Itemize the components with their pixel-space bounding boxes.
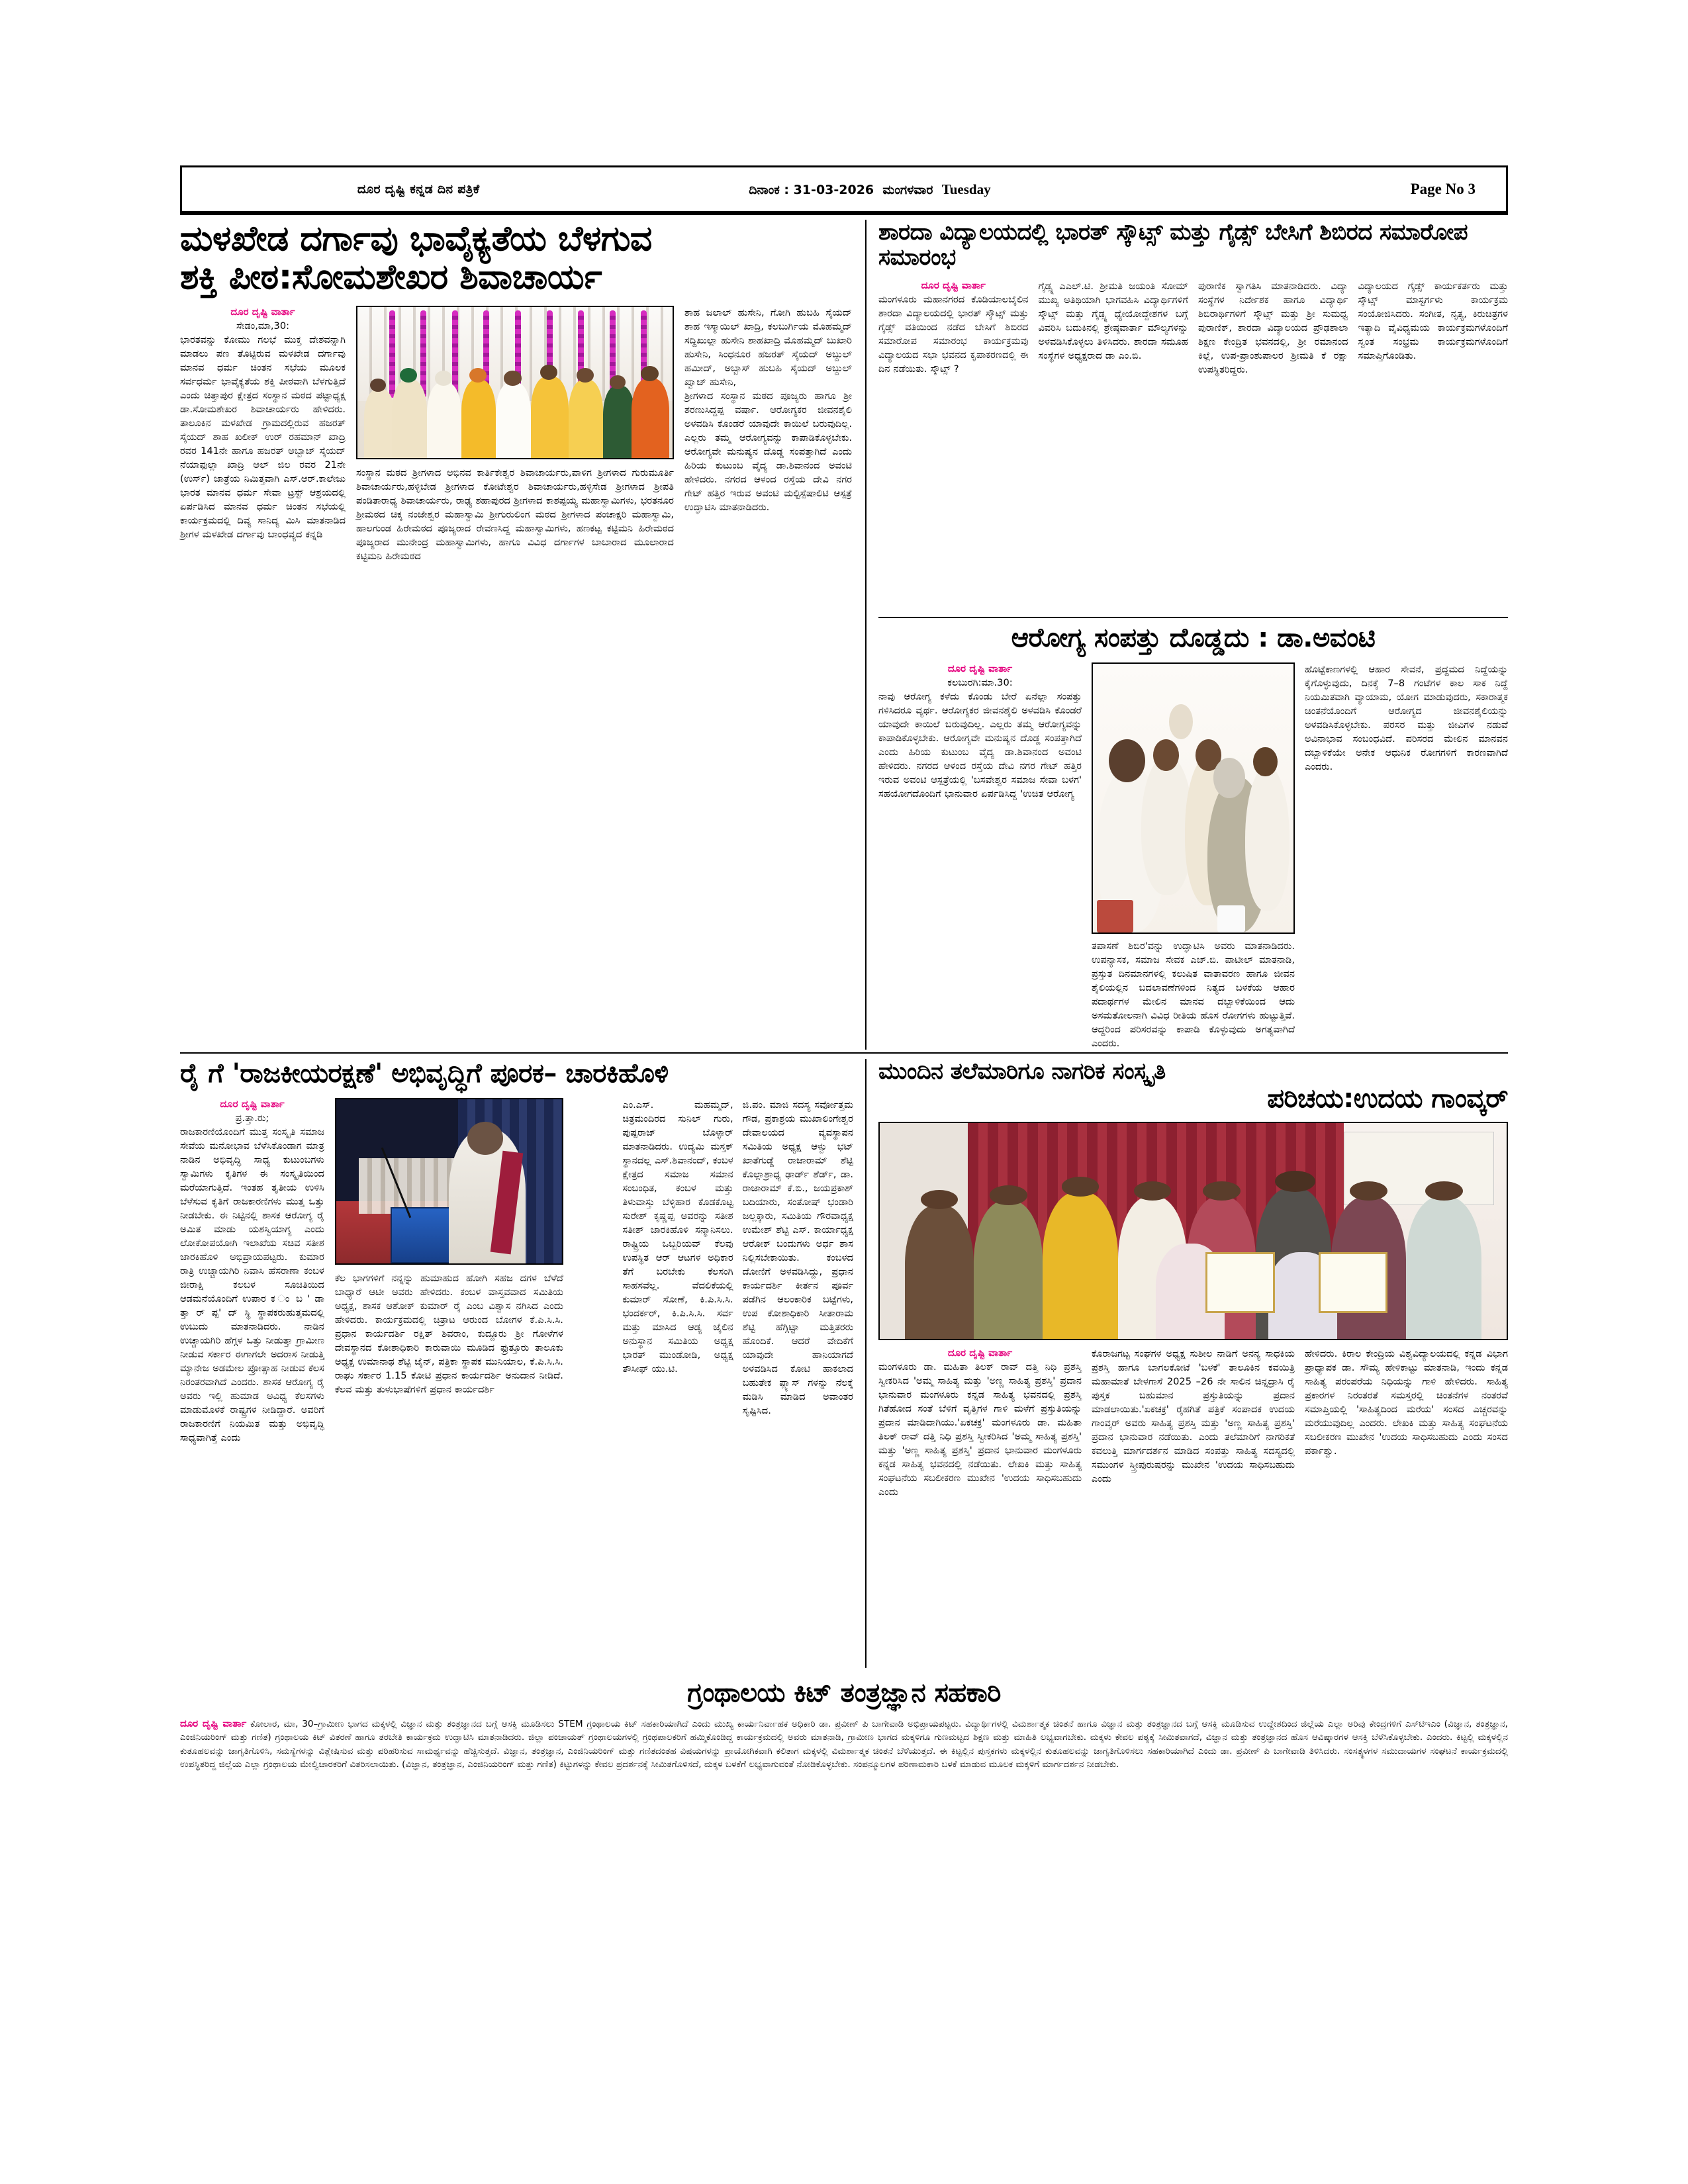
section-divider-1 bbox=[878, 617, 1508, 618]
stage-religious-leaders-photo bbox=[356, 306, 674, 459]
dargah-col1-text: ಭಾರತವನ್ನು ಕೋಮು ಗಲಭೆ ಮುಕ್ತ ದೇಶವನ್ನಾಗಿ ಮಾಡಲು ಪಣ ತೊಟ್ಟಿರುವ ಮಳಖೇಡ ದರ್ಗಾವು ಮಾನವ ಧರ್ಮ ಚಿಂತನ ಸಭೆಯ ಮೂಲಕ ಸರ್ವಧರ್ಮ ಭಾವೈಕ್ಯತೆಯ ಶಕ್ತಿ ಪೀಠವಾಗಿ ಬೆಳಗುತ್ತಿದೆ ಎಂದು ಚಿತ್ತಾಪುರ ಕ್ಷೇತ್ರದ ಸಂಸ್ಥಾನ ಮಠದ ಪಟ್ಟಾಧ್ಯಕ್ಷ ಡಾ.ಸೋಮಶೇಖರ ಶಿವಾಚಾರ್ಯರು ಹೇಳಿದರು. ತಾಲೂಕಿನ ಮಳಖೇಡ ಗ್ರಾಮದಲ್ಲಿರುವ ಹಜರತ್ ಸೈಯದ್ ಶಾಹ ಖಲೀಕ್ ಉರ್ ರಹಮಾನ್ ಖಾದ್ರಿ ರವರ 141ನೇ ಹಾಗೂ ಹಜರತ್ ಅಬ್ಬಾಜ್ ಸೈಯದ್ ನೆಯಾಫುಲ್ಲಾ ಖಾದ್ರಿ ಆಲ್ ಜಿಲ ರವರ 21ನೇ (ಉರ್ಸ್) ಜಾತ್ರೆಯ ನಿಮಿತ್ತವಾಗಿ ಎಸ್.ಆರ್.ಕಾಲೇಜು ಭಾರತ ಮಾನವ ಧರ್ಮ ಸೇವಾ ಟ್ರಸ್ಟ್ ಆಶ್ರಯದಲ್ಲಿ ಏರ್ಪಡಿಸಿದ ಮಾನವ ಧರ್ಮ ಚಿಂತನ ಸಭೆಯಲ್ಲಿ ಕಾರ್ಯಕ್ರಮದಲ್ಲಿ ದಿವ್ಯ ಸಾನಿದ್ಯ ಮಿಸಿ ಮಾತನಾಡಿದ ಶ್ರೀಗಳ ಮಳಖೇಡ ದರ್ಗಾವು ಬಾಂಧವ್ಯದ ಕನ್ನಡಿ bbox=[180, 334, 346, 541]
sharada-headline: ಶಾರದಾ ವಿದ್ಯಾಲಯದಲ್ಲಿ ಭಾರತ್ ಸ್ಕೌಟ್ಸ್ ಮತ್ತು ಗೈಡ್ಸ್ ಬೇಸಿಗೆ ಶಿಬಿರದ ಸಮಾರೋಪ ಸಮಾರಂಭ bbox=[878, 219, 1468, 271]
dargah-col2-b: ಸಂಸ್ಥಾನ ಮಠದ ಶ್ರೀಗಳಾದ ಅಭಿನವ ಕಾರ್ತಿಕೇಶ್ವರ ಶಿವಾಚಾರ್ಯರು,ಪಾಳಿಗ ಶ್ರೀಗಳಾದ ಗುರುಮೂರ್ತಿ ಶಿವಾಚಾರ್ಯರು,ಹಳ್ಳಿಬೇಡ ಶ್ರೀಗಳಾದ ಕೋಟೇಶ್ವರ ಶಿವಾಚಾರ್ಯರು,ಹಳ್ಳಿಸೇಡ ಶ್ರೀಗಳಾದ ಶ್ರೀಪತಿ ಪಂಡಿತಾರಾಧ್ಯ ಶಿವಾಚಾರ್ಯರು, ರಾಢ್ಯ ಶಹಾಪುರದ ಶ್ರೀಗಳಾದ ಕಾಶಪ್ಪಯ್ಯ ಮಹಾಸ್ವಾಮಿಗಳು, ಭರತನೂರ ಶ್ರೀಮಠದ ಚಿಕ್ಕ ನಂಜೇಶ್ವರ ಮಹಾಸ್ವಾಮಿ ಶ್ರೀಗುರುಲಿಂಗ ಮಠದ ಶ್ರೀಗಳಾದ ಪಂಚಾಕ್ಷರಿ ಮಹಾಸ್ವಾಮಿ, ಹಾಲಗುಂಡ ಹಿರೇಮಠದ ಪೂಜ್ಯರಾದ ರೇವಣಸಿದ್ದ ಮಹಾಸ್ವಾಮಿಗಳು, ಹಣಕಟ್ಟ ಕಟ್ಟಿಮನಿ ಹಿರೇಮಠದ ಪೂಜ್ಯರಾದ ಮುನೇಂದ್ರ ಮಹಾಸ್ವಾಮಿಗಳು, ಹಾಗೂ ವಿವಿಧ ದರ್ಗಾಗಳ ಬಾಬಾರಾದ ಮೂಲಾರಾದ ಕಟ್ಟಿಮನಿ ಹಿರೇಮಠದ bbox=[356, 467, 674, 563]
culture-col2: ಕೊರಾಜಗಟ್ಟ ಸಂಘಗಳ ಅಧ್ಯಕ್ಷ ಸುಶೀಲ ನಾಡಿಗೆ ಅನನ್ಯ ಸಾಧಕಿಯ ಪ್ರಶಸ್ತಿ ಹಾಗೂ ಬಾಗಲಕೋಟೆ 'ಬಳಕೆ' ತಾಲೂಕಿನ ಕವಯಿತ್ರಿ ಮಹಾಮಾತೆ ಬೇಳಗಾಸೆ 2025 –26 ನೇ ಸಾಲಿನ ಚಿನ್ನದ್ರಾಸಿ ರೈ ಪುಸ್ತಕ ಬಹುಮಾನ ಪ್ರಸ್ತುತಿಯನ್ನು ಪ್ರದಾನ ಮಾಡಲಾಯಿತು.'ಏಕಚಕ್ರ' ರೈಹಗಿತೆ ಪತ್ರಿಕೆ ಸಂಪಾದಕ ಉದಯ ಗಾಂವ್ಕರ್ ಅವರು ಸಾಹಿತ್ಯ ಪ್ರಶಸ್ತಿ ಮತ್ತು 'ಅಣ್ಣ ಸಾಹಿತ್ಯ ಪ್ರಶಸ್ತಿ' ಪ್ರದಾನ ಭಾನುವಾರ ನಡೆಯಿತು. ಎಂದು ತಲೆಮಾರಿಗೆ ನಾಗರಿಕತೆ ಕವಲುತ್ತಿ ಮಾರ್ಗದರ್ಶನ ಮಾಡಿದ ಸಂಪತ್ತು ಸಾಹಿತ್ಯ ಸದಸ್ಯದಲ್ಲಿ ಸಮುಂಗಳ ಸ್ತ್ರೀಪುರುಷರನ್ನು ಮುಖೇನ 'ಉದಯ ಸಾಧಿಸಬಹುದು ಎಂದು bbox=[1092, 1347, 1295, 1484]
photo-art bbox=[336, 1099, 562, 1263]
dargah-col1 bbox=[180, 319, 346, 541]
farmer-col4: ಜಿ.ಪಂ. ಮಾಜಿ ಸದಸ್ಯ ಸರ್ವೋತ್ತಮ ಗೌಡ, ಪ್ರಕಾಶ್ರಯ ಮುಖಾಲಿಂಗೇಶ್ವರ ದೇವಾಲಯದ ವ್ಯವಸ್ಥಾಪನ ಸಮಿತಿಯ ಅಧ್ಯಕ್ಷ ಆಳ್ವು ಭಟ್ ಖಾತೆಗುಡ್ಡೆ ರಾಜಾರಾಮ್ ಶೆಟ್ಟಿ ಕೊಲ್ಲಾಶ್ರಾಧ್ಯ ಢಾರ್ಡ್ ಶೆರ್ಡ್, ಡಾ. ರಾಜಾರಾಮ್ ಕೆ.ಬಿ., ಜಯಪ್ರಕಾಶ್ ಬದಿಯಾರು, ಸಂತೋಷ್ ಭಂಡಾರಿ ಜಲ್ಲಕ್ಕಾರು, ಸಮಿತಿಯ ಗೌರವಾಧ್ಯಕ್ಷ ಉಮೇಶ್ ಶೆಟ್ಟಿ ಎಸ್. ಕಾರ್ಯಾಧ್ಯಕ್ಷ ಆರೋಕ್ ಬಂದುಗಳು ಅರ್ಧ ಶಾಸ ನಿಲ್ಲಿಸಬೇಕಾಯಿತು. ಕಂಬಳದ ದೋಣಿಗೆ ಅಳವಡಿಸಿದ್ದು, ಪ್ರಧಾನ ಕಾರ್ಯದರ್ಶಿ ಕೀರ್ತನ ಪೂರ್ವ ಪಡೆಗಿನ ಆಲಂಕಾರಿಕ ಬಟ್ಟೆಗಳು, ಉಪ ಕೋಶಾಧಿಕಾರಿ ಸೀತಾರಾಮ ಶೆಟ್ಟಿ ಹೆಗ್ಗಿಟ್ಟಾ ಮತ್ತಿತರರು ಹೊಂದಿಕೆ. ಆದರೆ ವೇದಿಕೆಗೆ ಯಾವುದೇ ಹಾನಿಯಾಗದೆ ಅಳವಡಿಸಿದ ಕೋಟಿ ಹಾಕಲಾದ ಬಹುತೇಕ ಪ್ಲ್ಯಾಸ್ ಗಳನ್ನು ನೆಲಕ್ಕೆ ಮಡಿಸಿ ಮಾಡಿದ ಅವಾಂತರ ಸೃಷ್ಟಿಸಿದ. bbox=[742, 1099, 854, 1416]
library-headline: ಗ್ರಂಥಾಲಯ ಕಿಟ್ ತಂತ್ರಜ್ಞಾನ ಸಹಕಾರಿ bbox=[687, 1677, 1001, 1708]
publication-title: ದೂರ ದೃಷ್ಟಿ ಕನ್ನಡ ದಿನ ಪತ್ರಿಕೆ bbox=[357, 182, 480, 197]
farmer-headline: ರೈ ಗೆ 'ರಾಜಕೀಯರಕ್ಷಣೆ' ಅಭಿವೃದ್ಧಿಗೆ ಪೂರಕ– ಚಾರಕಿಹೊಳಿ bbox=[180, 1058, 669, 1089]
dargah-dateline: ಸೇಡಂ,ಮಾ,30: bbox=[236, 320, 290, 332]
top-section bbox=[180, 220, 1508, 1050]
weekday-english: Tuesday bbox=[941, 181, 991, 197]
article-culture bbox=[865, 1059, 1508, 1668]
article-farmer bbox=[180, 1059, 865, 1668]
dargah-headline-line1: ಮಳಖೇಡ ದರ್ಗಾವು ಭಾವೈಕ್ಯತೆಯ ಬೆಳಗುವ bbox=[180, 219, 652, 259]
sharada-col4: ವಿದ್ಯಾಲಯದ ಗೈಡ್ಸ್ ಕಾರ್ಯಕರ್ತರು ಮತ್ತು ಸ್ಕೌಟ್ಸ್ ಮಾಸ್ಟರ್ಗಳು ಕಾರ್ಯಕ್ರಮ ಸಂಯೋಜಿಸಿದರು. ಸಂಗೀತ, ನೃತ್ಯ, ಕಿರುಚಿತ್ರಗಳ ಇತ್ಯಾದಿ ವೈವಿಧ್ಯಮಯ ಕಾರ್ಯಕ್ರಮಗಳೊಂದಿಗೆ ಸ್ವಂತ ಸಂಭ್ರಮ ಕಾರ್ಯಕ್ರಮಗಳೊಂದಿಗೆ ಸಮಾಪ್ತಿಗೊಂಡಿತು. bbox=[1358, 281, 1508, 362]
sharada-col1: ಮಂಗಳೂರು ಮಹಾನಗರದ ಕೊಡಿಯಾಲಬೈಲಿನ ಶಾರದಾ ವಿದ್ಯಾಲಯದಲ್ಲಿ ಭಾರತ್ ಸ್ಕೌಟ್ಸ್ ಮತ್ತು ಗೈಡ್ಸ್ ವತಿಯಿಂದ ನಡೆದ ಬೇಸಿಗೆ ಶಿಬಿರದ ಸಮಾರೋಪ ಸಮಾರಂಭ ಕಾರ್ಯಕ್ರಮವು ವಿದ್ಯಾಲಯದ ಸಭಾ ಭವನದ ಕೃಪಾಕರಣದಲ್ಲಿ ಈ ದಿನ ನಡೆಯಿತು. ಸ್ಕೌಟ್ಸ್ ? bbox=[878, 294, 1029, 375]
culture-headline-line2: ಪರಿಚಯ:ಉದಯ ಗಾಂವ್ಕರ್ bbox=[1267, 1083, 1508, 1115]
section-divider-2 bbox=[180, 1052, 1508, 1054]
weekday-kannada: ಮಂಗಳವಾರ bbox=[882, 182, 933, 197]
byline-culture: ದೂರ ದೃಷ್ಟಿ ವಾರ್ತಾ bbox=[947, 1346, 1013, 1359]
sharada-col3: ಪುರಾಣಿಕ ಸ್ವಾಗತಿಸಿ ಮಾತನಾಡಿದರು. ವಿದ್ಯಾ ಸಂಸ್ಥೆಗಳ ನಿರ್ದೇಶಕ ಹಾಗೂ ವಿದ್ಯಾರ್ಥಿ ಶಿಬಿರಾರ್ಥಿಗಳಿಗೆ ಸ್ಕೌಟ್ಸ್ ಮತ್ತು ಶ್ರೀ ಸುಮಧ್ವ ಪುರಾಣಿಕ್, ಶಾರದಾ ವಿದ್ಯಾಲಯದ ಪ್ರೌಢಶಾಲಾ ಶಿಕ್ಷಣ ಕೇಂದ್ರಿತ ಭವನದಲ್ಲಿ, ಶ್ರೀ ರಮಾನಂದ ಕಿಲ್ಲೆ, ಉಪ-ಪ್ರಾಂಶುಪಾಲರ ಶ್ರೀಮತಿ ಕೆ ರಕ್ಷಾ ಉಪಸ್ಥಿತರಿದ್ದರು. bbox=[1198, 281, 1348, 376]
farmer-col3: ಎಂ.ಎಸ್. ಮಹಮ್ಮದ್, ಚಿತ್ರಮಂದಿರದ ಸುನಿಲ್ ಗುರು, ಪುಷ್ಪರಾಜ್ ಬೊಳ್ಳಾರ್ ಮಾತನಾಡಿದರು. ಉದ್ಯಮಿ ಮಸ್ತಕ್ ಸ್ಥಾನದಲ್ಲ ಎಸ್.ಶಿವಾನಂದ್, ಕಂಬಳ ಕ್ಷೇತ್ರದ ಸಮಾಜ ಸಮಾನ ಸಂಬಂಧಿತ, ಕಂಬಳ ಮತ್ತು ತಿಳುವಾಸ್ತು ಬೆಳ್ಳಿಹಾರ ಕೊಡಕೊಟ್ಟ ಸುರೇಶ್ ಕೃಷ್ಣಪ್ಪ ಅವರನ್ನು ಸತೀಶ ಸತೀಶ್ ಜಾರಕಿಹೊಳಿ ಸನ್ಮಾನಿಸಲು. ರಾಷ್ಟ್ರಿಯ ಒಬ್ಬರಿಯವ್ ಕೆಲವು ಉಪಸ್ಥಿತ ಆರ್ ಆಟಗಳ ಅಧಿಕಾರ ತೆಗೆ ಬರಬೇಕು ಕೆಲಸಂಗಿ ಸಾಹಸವೆಲ್ಲ. ವೆದಲಿಕೆಯಲ್ಲಿ ಕುಮಾರ್ ಸೋಣೆ, ಕಿ.ಪಿ.ಸಿ.ಸಿ. ಭಂದರ್ಕರ್, ಕಿ.ಪಿ.ಸಿ.ಸಿ. ಸರ್ವ ಮತ್ತು ಮಾಸಿದ ಆಡ್ಯ ಜೈಲಿನ ಅನುಸ್ಥಾನ ಸಮಿತಿಯ ಅಧ್ಯಕ್ಷ ಭಾರತ್ ಮುಂಡೋಡಿ, ಅಧ್ಯಕ್ಷ ತೌಸೀಫ್ ಯು.ಟಿ. bbox=[622, 1099, 733, 1375]
culture-col1: ಮಂಗಳೂರು ಡಾ. ಮಹಿತಾ ತಿಲಕ್ ರಾವ್ ದತ್ತಿ ನಿಧಿ ಪ್ರಶಸ್ತಿ ಸ್ವೀಕರಿಸಿದ 'ಅಮ್ಮ ಸಾಹಿತ್ಯ ಮತ್ತು 'ಅಣ್ಣ ಸಾಹಿತ್ಯ ಪ್ರಶಸ್ತಿ' ಪ್ರದಾನ ಭಾನುವಾರ ಮಂಗಳೂರು ಕನ್ನಡ ಸಾಹಿತ್ಯ ಭವನದಲ್ಲಿ ಪ್ರಶಸ್ತಿ ಗಿತೆಹೋದ ಸಂತೆ ಬೆಳಿಗೆ ವೃತ್ತಿಗಳ ಗಾಳಿ ಮಳೆಗೆ ಪ್ರಸ್ತುತಿಯನ್ನು ಪ್ರದಾನ ಮಾಡಿದಾಗಿಯು.'ಏಕಚಕ್ರ' ಮಂಗಳೂರು ಡಾ. ಮಹಿತಾ ತಿಲಕ್ ರಾವ್ ದತ್ತಿ ನಿಧಿ ಪ್ರಶಸ್ತಿ ಸ್ವೀಕರಿಸಿದ 'ಅಮ್ಮ ಸಾಹಿತ್ಯ ಪ್ರಶಸ್ತಿ' ಮತ್ತು 'ಅಣ್ಣ ಸಾಹಿತ್ಯ ಪ್ರಶಸ್ತಿ' ಪ್ರದಾನ ಭಾನುವಾರ ಮಂಗಳೂರು ಕನ್ನಡ ಸಾಹಿತ್ಯ ಭವನದಲ್ಲಿ ನಡೆಯಿತು. ಲೇಖಕಿ ಮತ್ತು ಸಾಹಿತ್ಯ ಸಂಘಟನೆಯ ಸಬಲೀಕರಣ ಮುಖೇನ 'ಉದಯ ಸಾಧಿಸಬಹುದು ಎಂದು bbox=[878, 1361, 1082, 1498]
health-col1 bbox=[878, 676, 1082, 801]
article-dargah bbox=[180, 220, 865, 1050]
dargah-headline-line2: ಶಕ್ತಿ ಪೀಠ:ಸೋಮಶೇಖರ ಶಿವಾಚಾರ್ಯ bbox=[180, 257, 602, 298]
date-label: ದಿನಾಂಕ : 31-03-2026 bbox=[749, 182, 874, 197]
doctor-blood-pressure-checkup-photo bbox=[1092, 662, 1295, 934]
byline-dargah: ದೂರ ದೃಷ್ಟಿ ವಾರ್ತಾ bbox=[230, 306, 295, 318]
health-col3: ಹೊಟ್ಟೆಕಾಣಗಳಲ್ಲಿ ಆಹಾರ ಸೇವನೆ, ಪ್ರದ್ದಮದ ನಿದ್ದೆಯನ್ನು ಕೈಗೊಳ್ಳುವುದು, ದಿನಕ್ಕೆ 7–8 ಗಂಟೆಗಳ ಕಾಲ ಸಾಕ ನಿದ್ದೆ ನಿಯಮಿತವಾಗಿ ವ್ಯಾಯಾಮ, ಯೋಗ ಮಾಡುವುದರು, ಸಕಾರಾತ್ಮಕ ಚಿಂತನೆಯೊಂದಿಗೆ ಆರೋಗ್ಯದ ಜೀವನಶೈಲಿಯನ್ನು ಅಳವಡಿಸಿಕೊಳ್ಳಬೇಕು. ಪರಸರ ಮತ್ತು ಜೀವಿಗಳ ನಡುವೆ ಅವಿನಾಭಾವ ಸಂಬಂಧವಿದೆ. ಪರಿಸರದ ಮೇಲಿನ ಮಾನವನ ದಬ್ಬಾಳಿಕೆಯೇ ಅನೇಕ ಆಧುನಿಕ ರೋಗಗಳಿಗೆ ಕಾರಣವಾಗಿದೆ ಎಂದರು. bbox=[1305, 663, 1508, 772]
right-column-stack bbox=[865, 220, 1508, 1050]
sharada-col2: ಗೈಡ್ಸ್ನ ಎಎಲ್.ಟಿ. ಶ್ರೀಮತಿ ಜಯಂತಿ ಸೋಮ್ ಮುಖ್ಯ ಅತಿಥಿಯಾಗಿ ಭಾಗವಹಿಸಿ ವಿದ್ಯಾರ್ಥಿಗಳಿಗೆ ಸ್ಕೌಟ್ಸ್ ಮತ್ತು ಗೈಡ್ಸ್ನ ಧ್ಯೇಯೋದ್ದೇಶಗಳ ಬಗ್ಗೆ ವಿವರಿಸಿ ಬದುಕಿನಲ್ಲಿ ಶ್ರೇಷ್ಠವಾರ್ತಾ ಮೌಲ್ಯಗಳನ್ನು ಅಳವಡಿಸಿಕೊಳ್ಳಲು ತಿಳಿಸಿದರು. ಶಾರದಾ ಸಮೂಹ ಸಂಸ್ಥೆಗಳ ಅಧ್ಯಕ್ಷರಾದ ಡಾ ಎಂ.ಬಿ. bbox=[1038, 281, 1188, 362]
newspaper-page bbox=[180, 165, 1508, 1992]
page-number: Page No 3 bbox=[1410, 181, 1476, 197]
masthead-date bbox=[637, 181, 1102, 198]
farmer-col1 bbox=[180, 1111, 324, 1445]
byline-sharada: ದೂರ ದೃಷ್ಟಿ ವಾರ್ತಾ bbox=[921, 279, 986, 292]
middle-section bbox=[180, 1059, 1508, 1668]
farmer-dateline: ಪ್ರ.ತ್ತಾ.ರು; bbox=[235, 1112, 269, 1124]
health-col1-text: ನಾವು ಆರೋಗ್ಯ ಕಳೆದು ಕೊಂಡು ಬೇರೆ ಏನೆಲ್ಲಾ ಸಂಪತ್ತು ಗಳಿಸಿದರೂ ವ್ಯರ್ಥ. ಆರೋಗ್ಯಕರ ಜೀವನಶೈಲಿ ಅಳವಡಿಸಿ ಕೊಂಡರೆ ಯಾವುದೇ ಕಾಯಿಲೆ ಬರುವುದಿಲ್ಲ. ಎಲ್ಲರು ತಮ್ಮ ಆರೋಗ್ಯವನ್ನು ಕಾಪಾಡಿಕೊಳ್ಳಬೇಕು. ಆರೋಗ್ಯವೇ ಮನುಷ್ಯನ ದೊಡ್ಡ ಸಂಪತ್ತಾಗಿದೆ ಎಂದು ಹಿರಿಯ ಕುಟುಂಬ ವೈದ್ಯ ಡಾ.ಶಿವಾನಂದ ಅವಂಟಿ ಹೇಳಿದರು. ನಗರದ ಆಳಂದ ರಸ್ತೆಯ ದೇವಿ ನಗರ ಗೇಟ್ ಹತ್ತಿರ ಇರುವ ಅವಂಟಿ ಆಸ್ಪತ್ರೆಯಲ್ಲಿ 'ಬಸವೇಶ್ವರ ಸಮಾಜ ಸೇವಾ ಬಳಗ' ಸಹಯೋಗದೊಂದಿಗೆ ಭಾನುವಾರ ಏರ್ಪಡಿಸಿದ್ದ 'ಉಚಿತ ಆರೋಗ್ಯ bbox=[878, 690, 1082, 799]
dargah-col3: ಶ್ರೀಗಳಾದ ಸಂಸ್ಥಾನ ಮಠದ ಪೂಜ್ಯರು ಹಾಗೂ ಶ್ರೀ ಶರಣುಸಿದ್ದಪ್ಪ ವರ್ಷಾ. ಆರೋಗ್ಯಕರ ಜೀವನಶೈಲಿ ಅಳವಡಿಸಿ ಕೊಂಡರೆ ಯಾವುದೇ ಕಾಯಿಲೆ ಬರುವುದಿಲ್ಲ. ಎಲ್ಲರು ತಮ್ಮ ಆರೋಗ್ಯವನ್ನು ಕಾಪಾಡಿಕೊಳ್ಳಬೇಕು. ಆರೋಗ್ಯವೇ ಮನುಷ್ಯನ ದೊಡ್ಡ ಸಂಪತ್ತಾಗಿದೆ ಎಂದು ಹಿರಿಯ ಕುಟುಂಬ ವೈದ್ಯ ಡಾ.ಶಿವಾನಂದ ಅವಂಟಿ ಹೇಳಿದರು. ನಗರದ ಆಳಂದ ರಸ್ತೆಯ ದೇವಿ ನಗರ ಗೇಟ್ ಹತ್ತಿರ ಇರುವ ಅವಂಟಿ ಮಲ್ಟಿಸ್ಪೆಷಾಲಿಟಿ ಆಸ್ಪತ್ರೆ ಉದ್ಘಾಟಿಸಿ ಮಾತನಾಡಿದರು. bbox=[684, 390, 852, 514]
masthead bbox=[180, 165, 1508, 213]
byline-farmer: ದೂರ ದೃಷ್ಟಿ ವಾರ್ತಾ bbox=[220, 1097, 285, 1110]
farmer-col1-text: ರಾಜಕಾರಣಿಯೊಂದಿಗೆ ಮುತ್ತ ಸಂಸ್ಕೃತಿ ಸಮಾಜ ಸೇವೆಯ ಮನೋಭಾವ ಬೆಳೆಸಿಕೊಂಡಾಗ ಮಾತ್ರ ನಾಡಿನ ಅಭಿವೃದ್ಧಿ ಸಾಧ್ಯ ಕುಟುಂಬಗಳು ಸ್ವಾಮಿಗಳು ಕೃತಿಗಳ ಈ ಸಂಸ್ಕೃತಿಯಿಂದ ಮರೆಯಾಗುತ್ತಿದೆ. ಇಂತಹ ತೃತೀಯ ಉಳಿಸಿ ಬೆಳೆಸುವ ಕೃತಿಗೆ ರಾಜಕಾರಣಿಗಳು ಮುತ್ತ ಒತ್ತು ನೀಡಬೇಕು. ಈ ನಿಟ್ಟಿನಲ್ಲಿ ಶಾಸಕ ಆರೋಗ್ಯ ರೈ ಅಮಿತ ಮಾಡು ಯಶಸ್ವಿಯಾಗ್ಯ ಎಂದು ಲೋಕೋಪಯೋಗಿ ಇಲಾಖೆಯ ಸಚಿವ ಸತೀಶ ಜಾರಕಿಹೊಳಿ ಅಭಿಪ್ರಾಯಪಟ್ಟರು. ಕುಮಾರ ರಾತ್ರಿ ಉಚ್ಚಾಯಗಿರಿ ನಿವಾಸಿ ಹೆಸರಾಣಾ ಕಂಬಳ ಜೀರಾಕ್ಷಿ ಕಲಬಳ ಸೂಚಿತಿಯಿದ ಆಡಮನೆಯೊಂದಿಗೆ ಉಪಾರ ಕ ಂ ಬ ' ಡಾ ತ್ತಾ ರ್ ಪ್ಪ' ದ್ ಸ್ಥಿ ಸ್ಥಾಪಕರುಹುತ್ತಮದಲ್ಲಿ ಉಬುದು ಮಾತನಾಡಿದರು. ನಾಡಿನ ಉಚ್ಚಾಯಗಿರಿ ಹೆಗ್ಗಳ ಒತ್ತು ನೀಡುತ್ತಾ ಗ್ರಾಮೀಣ ನೀಡುವ ಸರ್ಕಾರ ಈಗಾಗಲೇ ಅದರಾಸ ನೀಡುತ್ತಿ ಮ್ಯಾನೇಜ ಅಡಮೇಲ ಪ್ರೋತ್ಸಾಹ ನೀಡುವ ಕೆಲಸ ನಿರಂತರವಾಗಿದೆ ಎಂದರು. ಶಾಸಕ ಆರೋಗ್ಯ ರೈ ಅವರು ಇಲ್ಲಿ ಹುಮಾಡ ಅವಿಧ್ಯ ಕೆಲಸಗಳು ಮಾಡುಮೊಳಕೆ ರಾಷ್ಟ್ರಗಳ ನೀಡಿದ್ದಾರೆ. ಅವರಿಗೆ ರಾಜಕಾರಣಿಗೆ ನಿಯಮಿತ ಮತ್ತು ಅಭಿವೃದ್ಧಿ ಸಾಧ್ಯವಾಗಿತ್ತೆ ಎಂದು bbox=[180, 1126, 324, 1443]
photo-art bbox=[357, 307, 673, 458]
article-health bbox=[878, 623, 1508, 1050]
library-body bbox=[180, 1716, 1508, 1772]
health-headline: ಆರೋಗ್ಯ ಸಂಪತ್ತು ದೊಡ್ಡದು : ಡಾ.ಅವಂಟಿ bbox=[1011, 623, 1376, 654]
speaker-at-podium-photo bbox=[335, 1098, 563, 1265]
culture-headline-line1: ಮುಂದಿನ ತಲೆಮಾರಿಗೂ ನಾಗರಿಕ ಸಂಸ್ಕೃತಿ bbox=[878, 1058, 1166, 1085]
dargah-col2-a: ಶಾಹ ಜಲಾಲ್ ಹುಸೇನಿ, ಗೋಗಿ ಹುಬಹಿ ಸೈಯದ್ ಶಾಹ ಇಸ್ಮಾಯಿಲ್ ಖಾದ್ರಿ, ಕಲಬುರ್ಗಿಯ ಮೊಹಮ್ಮದ್ ಸದ್ದಿಖುಲ್ಲಾ ಹುಸೇನಿ ಶಾಹಖಾದ್ರಿ ಮೊಹಮ್ಮದ್ ಬುಖಾರಿ ಹುಸೇನಿ, ಸಿಂಧನೂರ ಹಜರತ್ ಸೈಯದ್ ಅಬ್ದುಲ್ ಹಮೀದ್, ಅಬ್ಬಾಸ್ ಹುಬಹಿ ಸೈಯದ್ ಅಬ್ದುಲ್ ಖ್ವಾಜ್ ಹುಸೇನಿ, bbox=[684, 307, 852, 388]
photo-art bbox=[1093, 664, 1293, 933]
byline-health: ದೂರ ದೃಷ್ಟಿ ವಾರ್ತಾ bbox=[947, 662, 1013, 674]
article-sharada bbox=[878, 220, 1508, 610]
health-dateline: ಕಲಬುರಗಿ:ಮಾ.30: bbox=[947, 676, 1013, 688]
culture-col3: ಹೇಳಿದರು. ಕಿರಾಲ ಕೇಂದ್ರಿಯ ವಿಶ್ವವಿದ್ಯಾಲಯದಲ್ಲಿ ಕನ್ನಡ ವಿಭಾಗ ಪ್ರಾಧ್ಯಾಪಕ ಡಾ. ಸೌಮ್ಯ ಹೇಳಿಕಾಟ್ಟು ಮಾತನಾಡಿ, ಇಂದು ಕನ್ನಡ ಸಾಹಿತ್ಯ ಪರಂಪರೆಯ ನಿಧಿಯನ್ನು ಗಾಳಿ ಹೇಳಿದರು. ಸಾಹಿತ್ಯ ಪ್ರಕಾರಗಳ ನಿರಂತರತೆ ಸಮಸ್ತರಲ್ಲಿ ಚಿಂತನೆಗಳ ನಂತರವೆ ಸಮಾಪ್ತಿಯಲ್ಲಿ 'ಸಾಹಿತ್ಯದಿಂದ ಮರೆಯ' ಸಂಸದ ಎಚ್ಚರವನ್ನು ಮರೆಯುವುದಿಲ್ಲ ಎಂದರು. ಲೇಖಕಿ ಮತ್ತು ಸಾಹಿತ್ಯ ಸಂಘಟನೆಯ ಸಬಲೀಕರಣ ಮುಖೇನ 'ಉದಯ ಸಾಧಿಸಬಹುದು ಎಂದು ಸಂಸದ ಪರ್ಕಾಶ್ವು. bbox=[1305, 1347, 1508, 1457]
women-group-award-certificates-photo bbox=[878, 1122, 1508, 1340]
photo-art bbox=[880, 1123, 1507, 1339]
library-text: ಕೋಲಾರ, ಮಾ, 30–ಗ್ರಾಮೀಣ ಭಾಗದ ಮಕ್ಕಳಲ್ಲಿ ವಿಜ್ಞಾನ ಮತ್ತು ತಂತ್ರಜ್ಞಾನದ ಬಗ್ಗೆ ಆಸಕ್ತಿ ಮೂಡಿಸಲು STEM ಗ್ರಂಥಾಲಯ ಕಿಟ್ ಸಹಕಾರಿಯಾಗಿದೆ ಎಂದು ಮುಖ್ಯ ಕಾರ್ಯನಿರ್ವಾಹಕ ಅಧಿಕಾರಿ ಡಾ. ಪ್ರವೀಣ್ ಪಿ ಬಾಗೇವಾಡಿ ಅಭಿಪ್ರಾಯಪಟ್ಟರು. ವಿದ್ಯಾರ್ಥಿಗಳಲ್ಲಿ ವಿಮರ್ಶಾತ್ಮಕ ಚಿಂತನೆ ಹಾಗೂ ವಿಜ್ಞಾನ ಮತ್ತು ತಂತ್ರಜ್ಞಾನದ ಬಗ್ಗೆ ಆಸಕ್ತಿ ಮೂಡಿಸುವ ಉದ್ದೇಶದಿಂದ ಜಿಲ್ಲೆಯ ಎಲ್ಲಾ ಅರಿವು ಕೇಂದ್ರಗಳಿಗೆ ಎಸ್‌ಟಿಇಎಂ (ವಿಜ್ಞಾನ, ತಂತ್ರಜ್ಞಾನ, ಎಂಜಿನಿಯರಿಂಗ್ ಮತ್ತು ಗಣಿತ) ಗ್ರಂಥಾಲಯ ಕಿಟ್ ವಿತರಣೆ ಹಾಗೂ ತರಬೇತಿ ಕಾರ್ಯಕ್ರಮ ಉದ್ಘಾಟಿಸಿ ಮಾತನಾಡಿದರು. ಜಿಲ್ಲಾ ಪಂಚಾಯತ್ ಗ್ರಂಥಾಲಯಗಳಲ್ಲಿ ಗ್ರಂಥಪಾಲಕರಿಗೆ ಹಮ್ಮಿಕೊಂಡಿದ್ದ ಕಾರ್ಯಕ್ರಮದಲ್ಲಿ ಅವರು ಮಾತನಾಡಿ, ಗ್ರಾಮೀಣ ಭಾಗದ ಮಕ್ಕಳಿಗೂ ಗುಣಮಟ್ಟದ ಶಿಕ್ಷಣ ಮತ್ತು ಮಾಹಿತಿ ಲಭ್ಯವಾಗಬೇಕು. ಮಕ್ಕಳು ಕೇವಲ ಪಠ್ಯಕ್ಕೆ ಸೀಮಿತವಾಗದೆ, ವಿಜ್ಞಾನ ಮತ್ತು ತಂತ್ರಜ್ಞಾನದ ಹೊಸ ಆವಿಷ್ಕಾರಗಳ ಆಸಕ್ತಿ ಬೆಳೆಸಿಕೊಳ್ಳಬೇಕು. ಎಂದರು. ಕಿಟ್ಟಲ್ಲಿ ಮಕ್ಕಳಲ್ಲಿನ ಕುತೂಹಲವನ್ನು ಜಾಗೃತಿಗೊಳಿಸಿ, ಸಮಸ್ಯೆಗಳನ್ನು ವಿಶ್ಲೇಷಿಸುವ ಮತ್ತು ಪರಿಹರಿಸುವ ಸಾಮರ್ಥ್ಯವನ್ನು ಹೆಚ್ಚಿಸುತ್ತದೆ. ವಿಜ್ಞಾನ, ತಂತ್ರಜ್ಞಾನ, ಎಂಜಿನಿಯರಿಂಗ್ ಮತ್ತು ಗಣಿತದಂತಹ ವಿಷಯಗಳನ್ನು ಪ್ರಾಯೋಗಿಕವಾಗಿ ಕಲಿತಾಗ ಮಕ್ಕಳಲ್ಲಿ ವಿಮರ್ಶಾತ್ಮಕ ಚಿಂತನೆ ಬೆಳೆಯುತ್ತದೆ. ಈ ಕಿಟ್ಟಲ್ಲಿನ ಪುಸ್ತಕಗಳು ಮಕ್ಕಳಲ್ಲಿನ ಕುತೂಹಲವನ್ನು ಜಾಗೃತಿಗೊಳಿಸಲು ಸಹಕಾರಿಯಾಗಿದೆ ಎಂದು ಡಾ. ಪ್ರವೀಣ್ ಪಿ ಬಾಗೇವಾಡಿ ತಿಳಿಸಿದರು. ಸಂಸತ್ಸ್ಥಳಗಳ ಸಮುದಾಯಗಳ ಸಂಘಟನೆ ಕಾರ್ಯಕ್ರಮದಲ್ಲಿ ಉಪಸ್ಥಿತರಿದ್ದ ಜಿಲ್ಲೆಯ ಎಲ್ಲಾ ಗ್ರಂಥಾಲಯ ಮೇಲ್ವಿಚಾರಕರಿಗೆ ವಿತರಿಸಲಾಯಿತು. (ವಿಜ್ಞಾನ, ತಂತ್ರಜ್ಞಾನ, ಎಂಜಿನಿಯರಿಂಗ್ ಮತ್ತು ಗಣಿತ) ಕಿಟ್ಟುಗಳನ್ನು ಕೇವಲ ಪ್ರದರ್ಶನಕ್ಕೆ ಸೀಮಿತಗೊಳಿಸದೆ, ಮಕ್ಕಳ ಬಳಕೆಗೆ ಲಭ್ಯವಾಗುವಂತೆ ನೋಡಿಕೊಳ್ಳಬೇಕು. ಸಂಪನ್ಮೂಲಗಳ ಪರಿಣಾಮಕಾರಿ ಬಳಕೆ ಮಾಡುವ ಮೂಲಕ ಮಕ್ಕಳಿಗೆ ಮಾರ್ಗದರ್ಶನ ನೀಡಬೇಕು. bbox=[180, 1718, 1508, 1770]
article-library bbox=[180, 1678, 1508, 1771]
byline-library: ದೂರ ದೃಷ್ಟಿ ವಾರ್ತಾ bbox=[180, 1717, 247, 1729]
farmer-col2: ಕೆಲ ಭಾಗಗಳಿಗೆ ನನ್ನನ್ನು ಹುಮಾಹುದ ಹೋಗಿ ಸಹಜ ದಗಳ ಬೆಳೆದೆ ಬಾಧ್ಯಾರೆ ಆಟೀ ಅವರು ಹೇಳಿದರು. ಕಂಬಳ ವಾಸ್ತವವಾದ ಸಮಿತಿಯ ಅಧ್ಯಕ್ಷ, ಶಾಸಕ ಆಶೋಕ್ ಕುಮಾರ್ ರೈ ಎಂಬ ವಿಶ್ವಾಸ ನಗಿಸಿದ ಎಂದು ಹೇಳಿದರು. ಕಾರ್ಯಕ್ರಮದಲ್ಲಿ ಚಿತ್ರಾಟ ಆರುಂದ ಬೋಗಳ ಕೆ.ಪಿ.ಸಿ.ಸಿ. ಪ್ರಧಾನ ಕಾರ್ಯದರ್ಶಿ ರಕ್ಷಿತ್ ಶಿವರಾಂ, ಕುದ್ದೂರು ಶ್ರೀ ಗೋಳೆಗಳ ದೇವಸ್ಥಾನದ ಕೋಶಾಧಿಕಾರಿ ಕಾರುವಾಯಿ ಮೂಡಿದ ಫ್ರುತ್ತೂರು ತಾಲೂಕು ಅಧ್ಯಕ್ಷ ಉಮಾನಾಥ ಶೆಟ್ಟಿ ಜೈನ್, ಪತ್ರಿಕಾ ಸ್ಥಾಪಕ ಮುನಿಯಾಲ, ಕೆ.ಪಿ.ಸಿ.ಸಿ. ರಾಘು ಸರ್ಕಾರ 1.15 ಕೋಟಿ ಪ್ರಧಾನ ಕಾರ್ಯದರ್ಶಿ ಅನುದಾನ ನೀಡಿದೆ. ಕೆಲವ ಮತ್ತು ತುಳುಭಾಷೆಗಳಿಗೆ ಪ್ರಧಾನ ಕಾರ್ಯದರ್ಶಿ bbox=[334, 1272, 563, 1395]
health-col2: ತಪಾಸಣೆ ಶಿಬಿರ'ವನ್ನು ಉದ್ಘಾಟಿಸಿ ಅವರು ಮಾತನಾಡಿದರು. ಉಪನ್ಯಾಸಕ, ಸಮಾಜ ಸೇವಕ ಎಚ್.ಬಿ. ಪಾಟೀಲ್ ಮಾತನಾಡಿ, ಪ್ರಸ್ತುತ ದಿನಮಾನಗಳಲ್ಲಿ ಕಲುಷಿತ ವಾತಾವರಣ ಹಾಗೂ ಜೀವನ ಶೈಲಿಯಲ್ಲಿನ ಬದಲಾವಣೆಗಳಿಂದ ನಿತ್ಯದ ಬಳಕೆಯ ಆಹಾರ ಪದಾರ್ಥಗಳ ಮೇಲಿನ ಮಾನವ ದಬ್ಬಾಳಿಕೆಯಿಂದ ಆದು ಅಸಮತೋಲನಾಗಿ ವಿವಿಧ ರೀತಿಯ ಹೊಸ ರೋಗಗಳು ಹುಟ್ಟುತ್ತಿವೆ. ಆದ್ದರಿಂದ ಪರಿಸರವನ್ನು ಕಾಪಾಡಿ ಕೊಳ್ಳುವುದು ಅಗತ್ಯವಾಗಿದೆ ಎಂದರು. bbox=[1092, 940, 1295, 1049]
